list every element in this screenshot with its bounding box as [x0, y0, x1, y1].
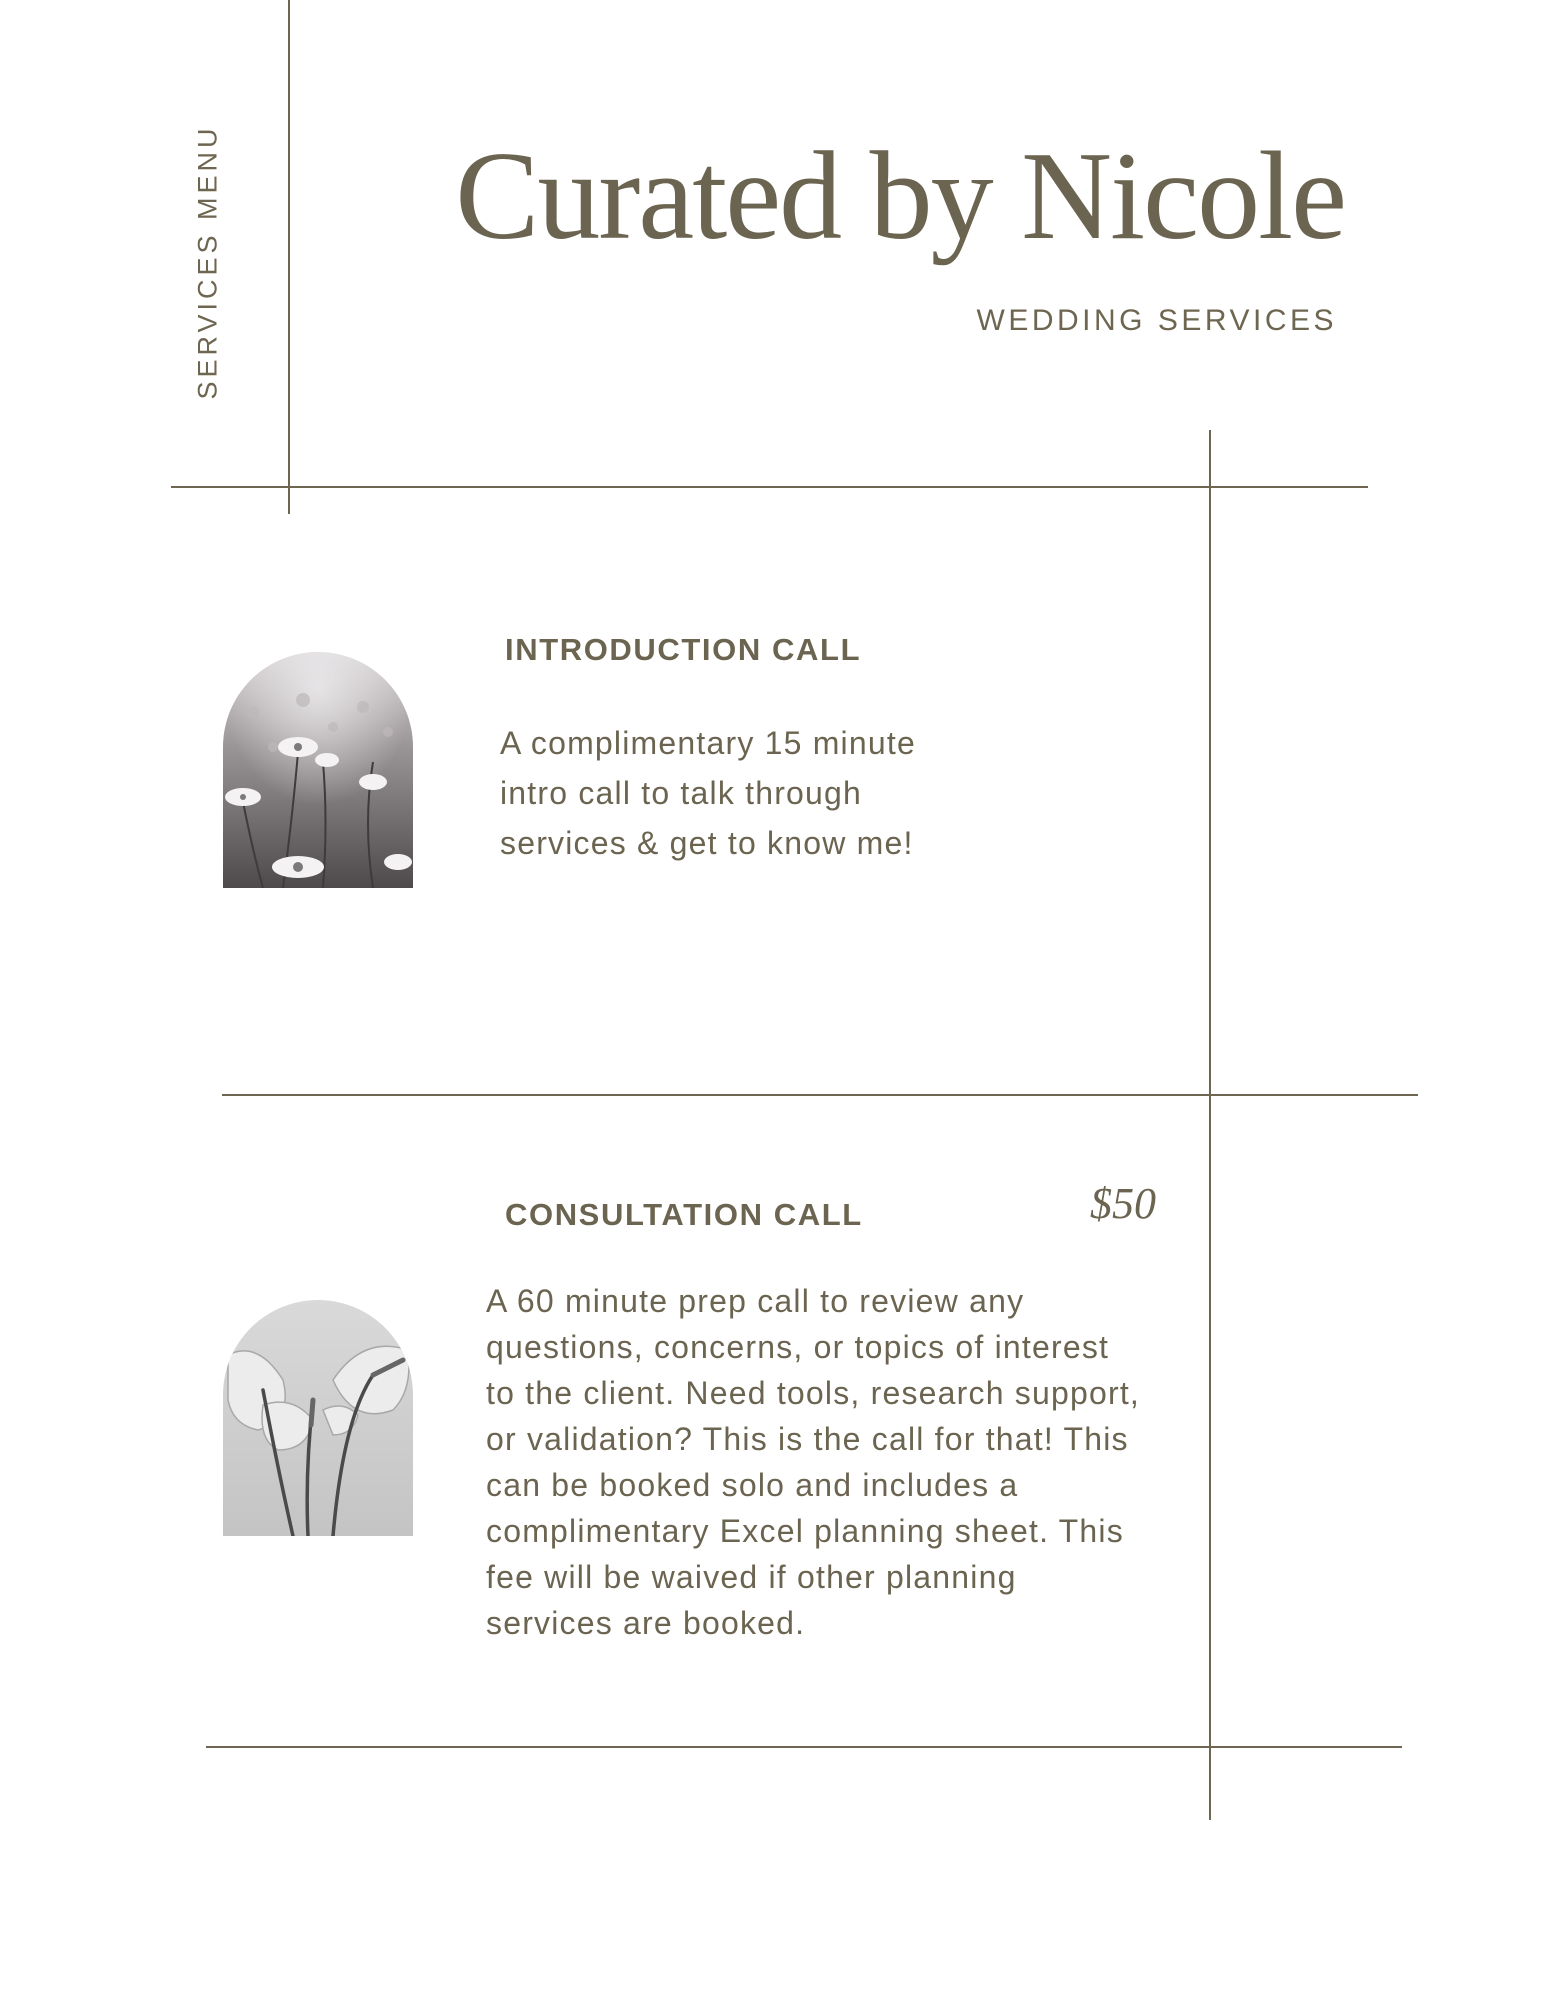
- section-divider-1: [222, 1094, 1418, 1096]
- service-title-consultation: CONSULTATION CALL: [505, 1197, 863, 1232]
- section-divider-2: [206, 1746, 1402, 1748]
- anthurium-image: [223, 1300, 413, 1536]
- consultation-price: $50: [1090, 1179, 1156, 1228]
- right-vertical-rule: [1209, 430, 1211, 1820]
- page-title: Curated by Nicole: [455, 127, 1345, 266]
- header-divider: [171, 486, 1368, 488]
- services-menu-label: SERVICES MENU: [192, 124, 223, 400]
- page-subtitle: WEDDING SERVICES: [976, 304, 1337, 337]
- service-description-consultation: A 60 minute prep call to review any questions, concerns, or topics of interest to the client. Need tools, research support, or validation? This is the call for that! This can be booked solo and includes a complimentary Excel planning sheet. This fee will be waived if other planning services are booked.: [486, 1283, 1141, 1641]
- service-description-introduction: A complimentary 15 minute intro call to talk through services & get to know me!: [500, 725, 916, 861]
- top-left-vertical-rule: [288, 0, 290, 514]
- wildflowers-image: [223, 652, 413, 888]
- service-title-introduction: INTRODUCTION CALL: [505, 632, 862, 667]
